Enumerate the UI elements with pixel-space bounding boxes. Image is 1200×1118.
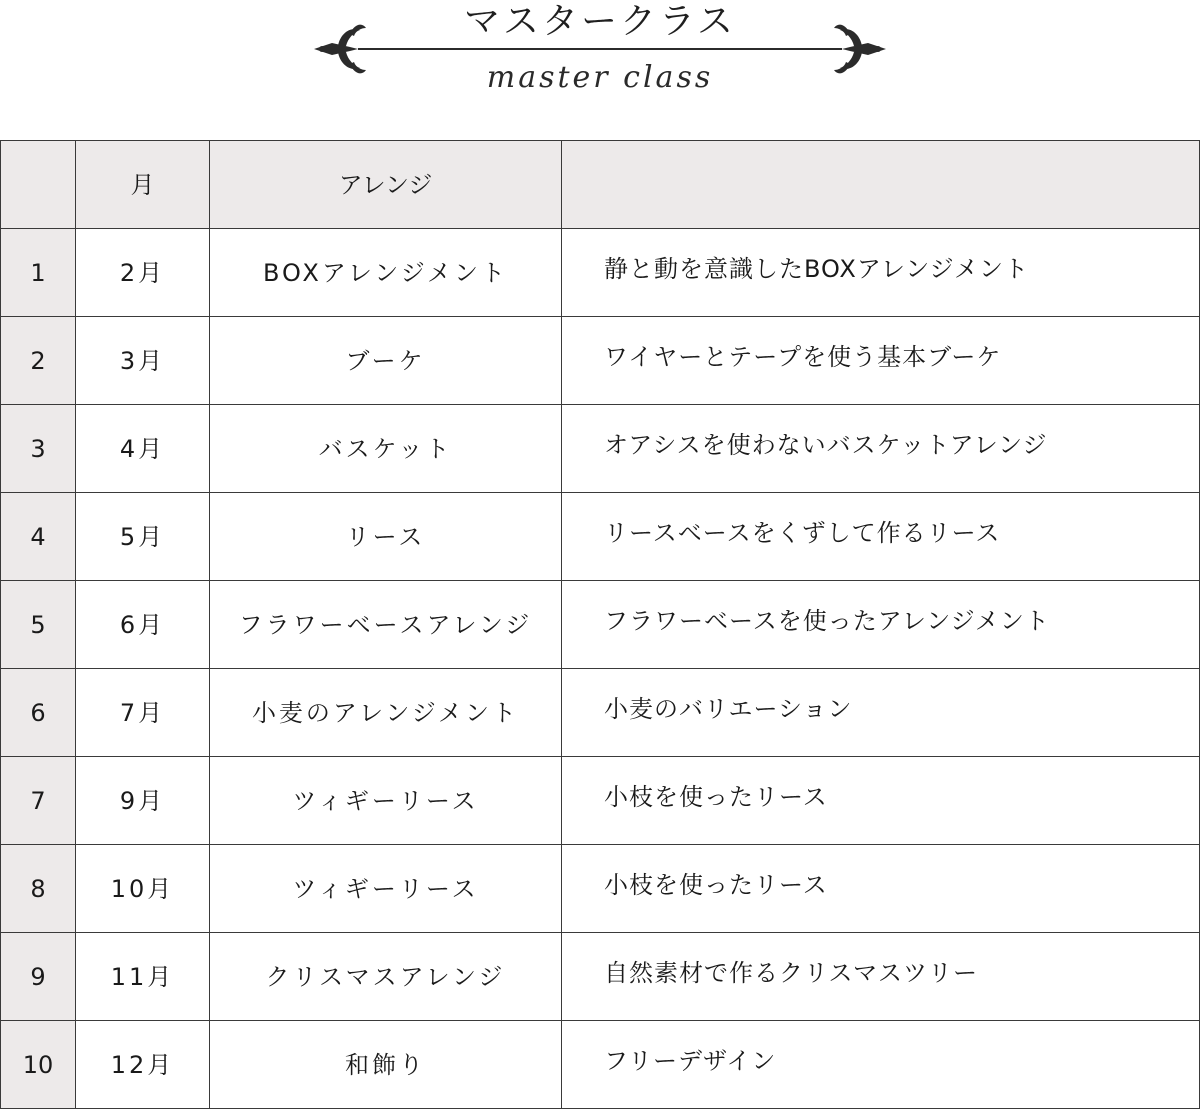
table-header-row — [1, 141, 1200, 229]
month-cell: 5月 — [76, 493, 210, 581]
arrangement-cell: バスケット — [210, 405, 562, 493]
arrangement-cell: ツィギーリース — [210, 757, 562, 845]
row-number-cell: 3 — [1, 405, 76, 493]
month-cell: 6月 — [76, 581, 210, 669]
table-row — [1, 493, 1200, 581]
column-header-arrangement: アレンジ — [210, 141, 562, 229]
month-cell: 10月 — [76, 845, 210, 933]
month-cell: 4月 — [76, 405, 210, 493]
arrangement-cell: ツィギーリース — [210, 845, 562, 933]
table-row — [1, 405, 1200, 493]
description-cell: リースベースをくずして作るリース — [562, 493, 1200, 581]
page-header — [0, 0, 1200, 110]
table-row — [1, 757, 1200, 845]
table-row — [1, 317, 1200, 405]
arrangement-cell: BOXアレンジメント — [210, 229, 562, 317]
month-cell: 11月 — [76, 933, 210, 1021]
column-header-description — [562, 141, 1200, 229]
row-number-cell: 6 — [1, 669, 76, 757]
row-number-cell: 7 — [1, 757, 76, 845]
table-row — [1, 581, 1200, 669]
month-cell: 9月 — [76, 757, 210, 845]
row-number-cell: 5 — [1, 581, 76, 669]
description-cell: 小枝を使ったリース — [562, 757, 1200, 845]
table-row — [1, 229, 1200, 317]
description-cell: オアシスを使わないバスケットアレンジ — [562, 405, 1200, 493]
row-number-cell: 9 — [1, 933, 76, 1021]
month-cell: 3月 — [76, 317, 210, 405]
arrangement-cell: 小麦のアレンジメント — [210, 669, 562, 757]
table-row — [1, 845, 1200, 933]
page-subtitle: master class — [486, 60, 714, 95]
month-cell: 7月 — [76, 669, 210, 757]
row-number-cell: 4 — [1, 493, 76, 581]
row-number-cell: 10 — [1, 1021, 76, 1109]
schedule-table — [0, 140, 1200, 1109]
description-cell: フラワーベースを使ったアレンジメント — [562, 581, 1200, 669]
description-cell: 小枝を使ったリース — [562, 845, 1200, 933]
row-number-cell: 1 — [1, 229, 76, 317]
row-number-cell: 2 — [1, 317, 76, 405]
month-cell: 2月 — [76, 229, 210, 317]
schedule-table-container — [0, 140, 1200, 1118]
table-row — [1, 1021, 1200, 1109]
arrangement-cell: リース — [210, 493, 562, 581]
arrangement-cell: クリスマスアレンジ — [210, 933, 562, 1021]
table-row — [1, 933, 1200, 1021]
arrangement-cell: 和飾り — [210, 1021, 562, 1109]
row-number-cell: 8 — [1, 845, 76, 933]
table-row — [1, 669, 1200, 757]
description-cell: ワイヤーとテープを使う基本ブーケ — [562, 317, 1200, 405]
table-body — [1, 229, 1200, 1109]
description-cell: フリーデザイン — [562, 1021, 1200, 1109]
page-title: マスタークラス — [464, 1, 736, 42]
description-cell: 小麦のバリエーション — [562, 669, 1200, 757]
description-cell: 自然素材で作るクリスマスツリー — [562, 933, 1200, 1021]
column-header-month: 月 — [76, 141, 210, 229]
month-cell: 12月 — [76, 1021, 210, 1109]
column-header-number — [1, 141, 76, 229]
description-cell: 静と動を意識したBOXアレンジメント — [562, 229, 1200, 317]
arrangement-cell: フラワーベースアレンジ — [210, 581, 562, 669]
arrangement-cell: ブーケ — [210, 317, 562, 405]
